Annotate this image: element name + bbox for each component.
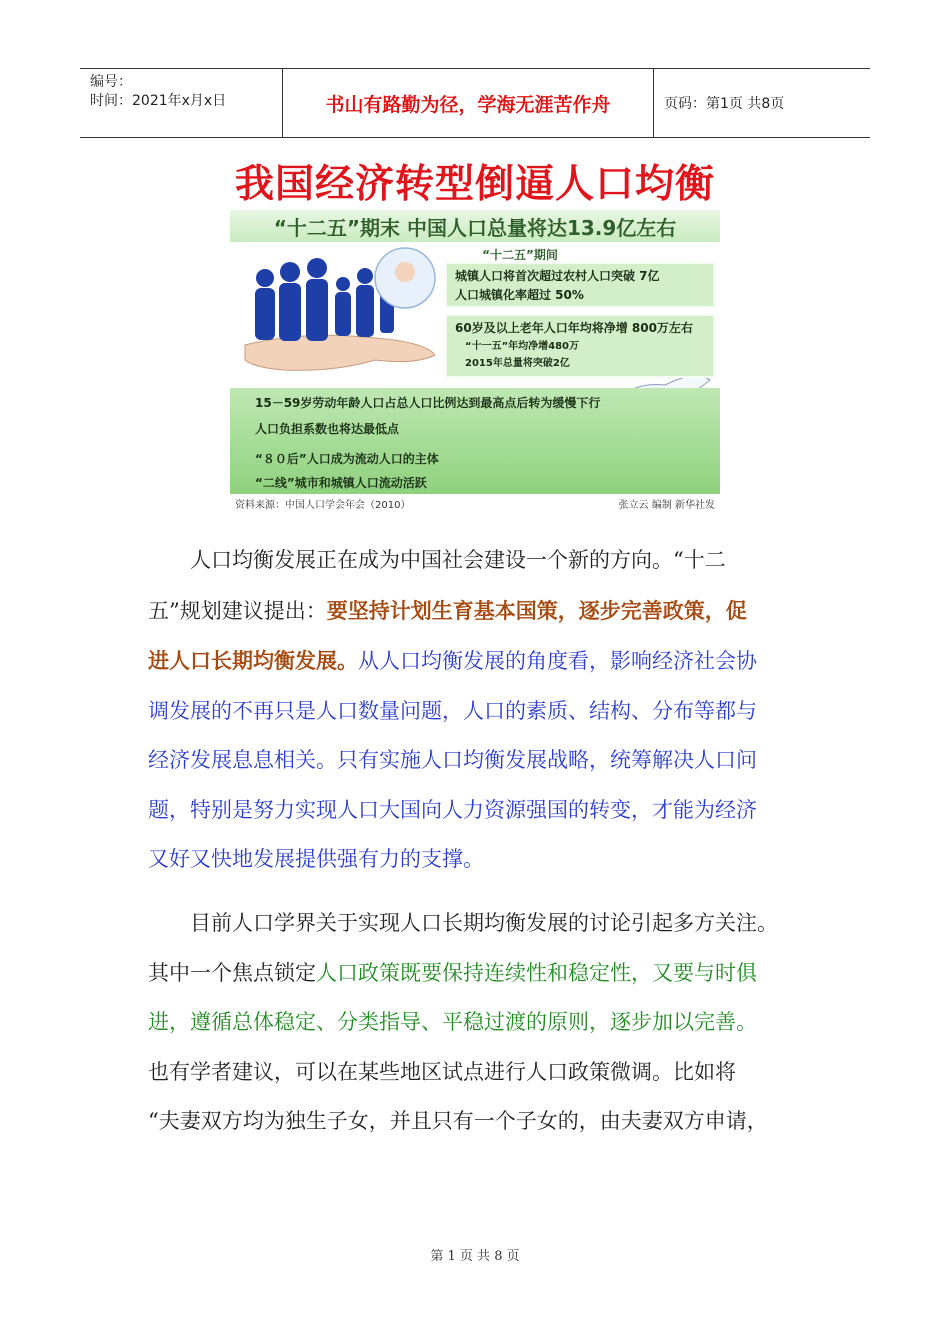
header-page-info: 页码：第1页 共8页 <box>664 96 785 112</box>
infographic-credit: 张立云 编制 新华社发 <box>618 500 715 511</box>
page-footer: 第 1 页 共 8 页 <box>430 1249 520 1264</box>
paragraph-line: 也有学者建议，可以在某些地区试点进行人口政策微调。比如将 <box>148 1059 736 1084</box>
plain-text: 五”规划建议提出： <box>148 598 327 623</box>
policy-highlight: 进人口长期均衡发展。 <box>148 648 358 673</box>
post80s-line: “８０后”人口成为流动人口的主体 <box>255 452 439 466</box>
urbanization-box <box>445 262 715 308</box>
policy-focus-highlight: 人口政策既要保持连续性和稳定性，又要与时俱 <box>316 960 757 985</box>
hand-illustration <box>245 335 435 370</box>
elderly-total-line: 2015年总量将突破2亿 <box>465 358 570 369</box>
number-label: 编号： <box>90 74 132 90</box>
labor-age-line: 15－59岁劳动年龄人口占总人口比例达到最高点后转为缓慢下行 <box>255 396 601 410</box>
analysis-highlight: 从人口均衡发展的角度看，影响经济社会协 <box>358 649 757 673</box>
period-label: “十二五”期间 <box>482 248 558 262</box>
elderly-previous-line: “十一五”年均净增480万 <box>465 341 580 352</box>
paragraph-line <box>148 636 813 687</box>
dependency-line: 人口负担系数也将达最低点 <box>255 422 400 436</box>
paragraph-line: 进，遵循总体稳定、分类指导、平稳过渡的原则，逐步加以完善。 <box>148 1010 757 1034</box>
paragraph-line: 经济发展息息相关。只有实施人口均衡发展战略，统筹解决人口问 <box>148 748 757 772</box>
paragraph-line <box>148 586 813 637</box>
paragraph-line: 又好又快地发展提供强有力的支撑。 <box>148 847 484 871</box>
family-silhouettes <box>255 258 394 341</box>
infographic-title: 我国经济转型倒逼人口均衡 <box>234 162 715 207</box>
urbanization-rate-line: 人口城镇化率超过 50% <box>455 288 584 302</box>
paragraph-line: “夫妻双方均为独生子女，并且只有一个子女的，由夫妻双方申请， <box>148 1109 768 1133</box>
elderly-growth-line: 60岁及以上老年人口年均将净增 800万左右 <box>455 321 693 335</box>
paragraph-line: 人口均衡发展正在成为中国社会建设一个新的方向。“十二 <box>190 548 726 572</box>
policy-highlight: 要坚持计划生育基本国策，逐步完善政策，促 <box>326 597 747 623</box>
second-tier-city-line: “二线”城市和城镇人口流动活跃 <box>255 476 427 490</box>
header-motto: 书山有路勤为径，学海无涯苦作舟 <box>282 69 654 137</box>
plain-text: 其中一个焦点锁定 <box>148 960 316 985</box>
paragraph-line: 题，特别是努力实现人口大国向人力资源强国的转变，才能为经济 <box>148 797 757 822</box>
time-label: 时间：2021年x月x日 <box>90 93 227 109</box>
paragraph-2 <box>148 899 813 1147</box>
infographic-banner: “十二五”期末 中国人口总量将达13.9亿左右 <box>230 210 720 242</box>
document-header <box>80 68 870 138</box>
paragraph-1 <box>148 536 813 885</box>
infographic-source: 资料来源：中国人口学会年会（2010） <box>235 500 411 511</box>
paragraph-line: 目前人口学界关于实现人口长期均衡发展的讨论引起多方关注。 <box>190 911 778 935</box>
elderly-box <box>445 314 715 378</box>
header-meta <box>80 69 282 137</box>
paragraph-line: 调发展的不再只是人口数量问题，人口的素质、结构、分布等都与 <box>148 698 757 723</box>
paragraph-line <box>148 949 813 999</box>
infographic <box>225 160 725 516</box>
urban-population-line: 城镇人口将首次超过农村人口突破 7亿 <box>455 269 660 283</box>
